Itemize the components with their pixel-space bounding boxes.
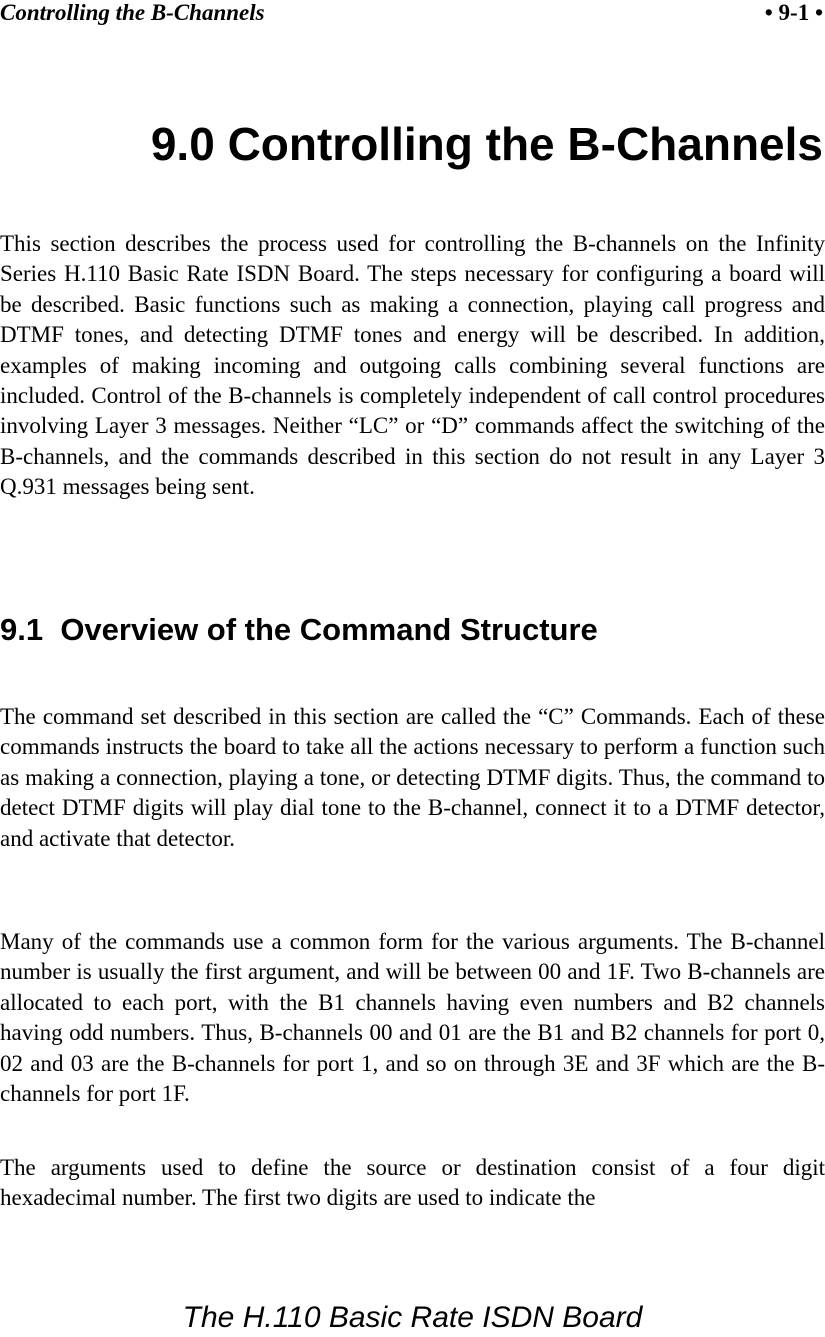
- body-paragraph-arguments: Many of the commands use a common form for the various arguments. The B-channel number is usually the first argument, and will be between 00 and 1F. Two B-channels are allocated to each port, with the B1 channels having even numbers and B2 channels having odd numbers. Thus, B-channels 00 and 01 are the B1 and B2 channels for port 0, 02 and 03 are the B-channels for port 1, and so on through 3E and 3F which are the B-channels for port 1F.: [0, 929, 825, 1107]
- header-section-name: Controlling the B-Channels: [0, 0, 265, 25]
- section-title: 9.1 Overview of the Command Structure: [0, 612, 598, 647]
- header-page-number: • 9-1 •: [764, 0, 823, 25]
- running-header: [0, 0, 825, 30]
- body-paragraph-command-set: The command set described in this section are called the “C” Commands. Each of these commands instructs the board to take all the actions necessary to perform a function such as making a connection, playing a tone, or detecting DTMF digits. Thus, the command to detect DTMF digits will play dial tone to the B-channel, connect it to a DTMF detector, and activate that detector.: [0, 704, 825, 851]
- chapter-title: 9.0 Controlling the B-Channels: [150, 118, 823, 170]
- running-footer: The H.110 Basic Rate ISDN Board: [182, 1301, 643, 1334]
- body-paragraph-source-destination: The arguments used to define the source or destination consist of a four digit hexadecimal number. The first two digits are used to indicate the: [0, 1155, 825, 1211]
- body-paragraph-intro: This section describes the process used for controlling the B-channels on the Infinity Series H.110 Basic Rate ISDN Board. The steps necessary for configuring a board will be described. Basic functions such as making a connection, playing call progress and DTMF tones, and detecting DTMF tones and energy will be described. In addition, examples of making incoming and outgoing calls combining several functions are included. Control of the B-channels is completely independent of call control procedures involving Layer 3 messages. Neither “LC” or “D” commands affect the switching of the B-channels, and the commands described in this section do not result in any Layer 3 Q.931 messages being sent.: [0, 231, 825, 500]
